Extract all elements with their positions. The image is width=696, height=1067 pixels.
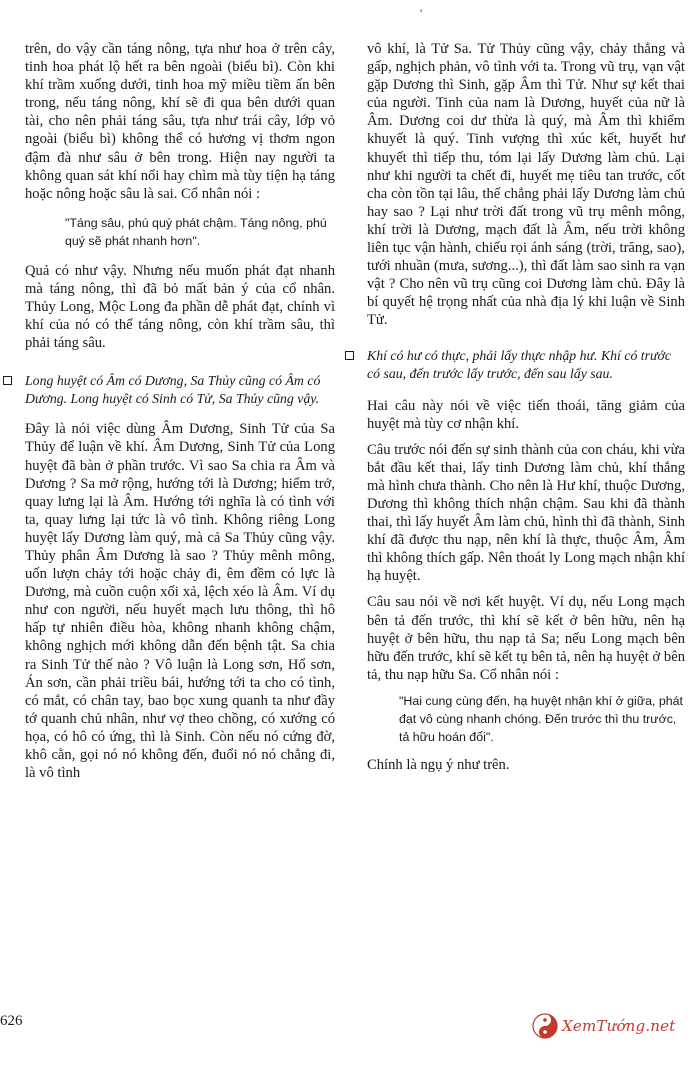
- right-paragraph-1: vô khí, là Tử Sa. Tử Thủy cũng vậy, chảy thẳng và gấp, nghịch phản, vô tình với ta. Trong vũ trụ, vạn vật gặp Dương thì Sinh, gặp Âm thì Tử. Như sự kết thai của người. Tinh của nam là Dương, huyết của nữ là Âm. Dương coi dư thừa là quý, mà Âm thì khiếm khuyết là quý. Tinh vượng thì xúc kết, huyết hư khuyết thì tiếp thu, tóm lại lấy Dương làm chủ. Lại như khi người ta chết đi, huyết mẹ tiêu tan trước, cốt cha còn tồn tại lâu, thế chẳng phải lấy Dương làm chủ hay sao ? Lại như trời đất trong vũ trụ mênh mông, khí trời là Dương, mạch đất là Âm, nếu trời không liên tục vận hành, chiếu rọi ánh sáng (trời, trăng, sao), tưới nhuần (mưa, sương...), thì đất làm sao sinh ra vạn vật ? Cho nên vũ trụ cũng coi Dương làm chủ. Đây là bí quyết hệ trọng nhất của nhà địa lý khi luận về Sinh Tử.: [367, 41, 685, 329]
- left-heading-text: Long huyệt có Âm có Dương, Sa Thủy cũng có Âm có Dương. Long huyệt có Sinh có Tử, Sa Thủy cũng vậy.: [25, 373, 321, 407]
- page-number: 626: [0, 1013, 23, 1029]
- right-heading-text: Khí có hư có thực, phải lấy thực nhập hư. Khí có trước có sau, đến trước lấy trước, đến sau lấy sau.: [367, 347, 672, 381]
- checkbox-bullet-icon: [3, 376, 12, 385]
- right-paragraph-3: Câu trước nói đến sự sinh thành của con cháu, khi vừa bắt đầu kết thai, lấy tinh Dương làm chủ, khí thắng mà hình chưa thành. Cho nên là Hư khí, thuộc Dương, Dương thì không thích nhận chậm. Sau khi đã thành thai, thì lấy huyết Âm làm chủ, hình thì đã thành, Sinh khí đã được thu nạp, nên khí là thực, thuộc Âm, Âm thì không thích gấp. Nên thoát ly Long mạch nhận khí hạ huyệt.: [367, 441, 685, 585]
- right-paragraph-2: Hai câu này nói về việc tiến thoái, tăng giảm của huyệt mà tùy cơ nhận khí.: [367, 397, 685, 432]
- left-section-heading: [25, 372, 335, 408]
- right-section-heading: [367, 347, 685, 383]
- right-paragraph-4: Câu sau nói về nơi kết huyệt. Ví dụ, nếu Long mạch bên tả đến trước, thì khí sẽ kết ở bên hữu, nên hạ huyệt ở bên hữu, thu nạp tả Sa; nếu Long mạch bên hữu đến trước, khí sẽ kết tụ bên tả, nên hạ huyệt ở bên tả, thu nạp hữu Sa. Cổ nhân nói :: [367, 594, 685, 683]
- right-column: [367, 40, 685, 774]
- left-paragraph-2: Quả có như vậy. Nhưng nếu muốn phát đạt nhanh mà táng nông, thì đã bỏ mất bản ý của cổ nhân. Thủy Long, Mộc Long đa phần dễ phát đạt, chính vì khí của nó có thể táng nông, còn khí trầm sâu, thì phải táng sâu.: [25, 262, 335, 352]
- yin-yang-icon: [532, 1013, 558, 1039]
- left-paragraph-1: trên, do vậy cần táng nông, tựa như hoa ở trên cây, tinh hoa phát lộ hết ra bên ngoài (biểu bì). Còn khi khí trầm xuống dưới, tinh hoa mỹ miều tiềm ẩn bên trong, nếu táng nông, khí sẽ đi qua bên dưới quan tài, cho nên phải táng sâu, tựa như trái cây, lớp vỏ ngoài (biểu bì) không thể có hương vị thơm ngon đậm đà như sâu ở bên trong. Hiện nay người ta không quan sát khí nổi hay chìm mà tùy tiện hạ táng hoặc nông hoặc sâu là sai. Cổ nhân nói :: [25, 41, 335, 202]
- left-quote: "Táng sâu, phú quý phát chậm. Táng nông, phú quý sẽ phát nhanh hơn".: [65, 215, 327, 248]
- site-watermark: [532, 1013, 675, 1039]
- right-quote: "Hai cung cùng đến, hạ huyệt nhận khí ở giữa, phát đạt vô cùng nhanh chóng. Đến trước thì thu trước, tả hữu hoán đổi".: [399, 693, 683, 744]
- left-paragraph-3: Đây là nói việc dùng Âm Dương, Sinh Tử của Sa Thủy để luận về khí. Âm Dương, Sinh Tử của Long huyệt đã bàn ở phần trước. Vì sao Sa chia ra Âm và Dương ? Sa mở rộng, hướng tới là Dương; hiểm trở, quay lưng lại là Âm. Hướng tới nghĩa là có tình với ta, quay lưng lại tức là vô tình. Không riêng Long huyệt lấy Dương làm quý, mà cả Sa Thủy cũng vậy. Thủy phân Âm Dương là sao ? Thủy mênh mông, uốn lượn chảy tới hoặc chảy đi, êm đềm có lực là Dương, mà cuồn cuộn xối xả, lệch xéo là Âm. Ví dụ như con người, nếu huyết mạch lưu thông, thì hô hấp tự nhiên điều hòa, không nhanh không chậm, không nghịch mới không dẫn đến bệnh tật. Sa chia ra Sinh Tử thế nào ? Vô luận là Long sơn, Hổ sơn, Án sơn, cần phải triều bái, hướng tới ta cho có tình, có mắt, có chân tay, bao bọc xung quanh ta như đầy tớ quanh chủ nhân, như vợ theo chồng, có xướng có họa, có hô có ứng, thì là Sinh. Còn nếu nó cứng đờ, khô cằn, gọi nó nó không đến, đuổi nó nó chẳng đi, là vô tình: [25, 421, 335, 782]
- page-top-mark: ': [420, 6, 423, 20]
- right-paragraph-5: Chính là ngụ ý như trên.: [367, 756, 510, 773]
- watermark-text: XemTướng.net: [562, 1017, 676, 1035]
- checkbox-bullet-icon: [345, 351, 354, 360]
- left-column: [25, 40, 335, 782]
